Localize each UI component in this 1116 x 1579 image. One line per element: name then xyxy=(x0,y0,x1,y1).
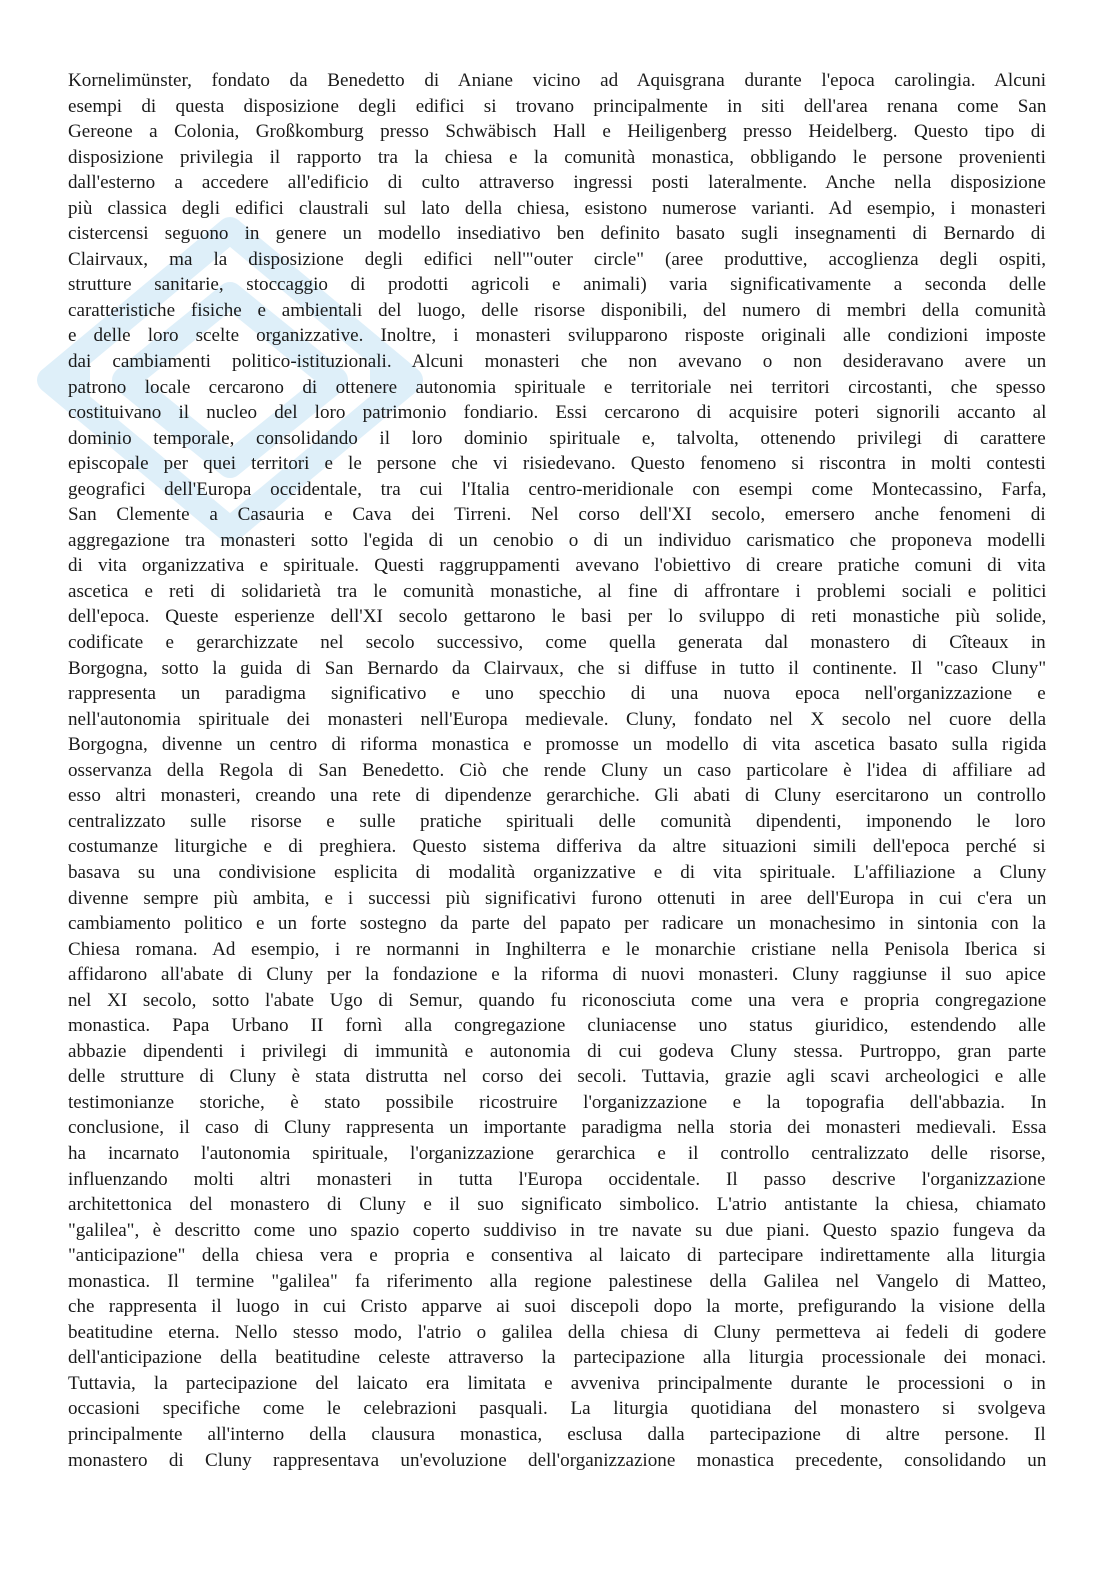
text-line: dall'esterno a accedere all'edificio di culto attraverso ingressi posti lateralmente. Anche nella disposizione xyxy=(68,172,1046,194)
text-line: costumanze liturgiche e di preghiera. Questo sistema differiva da altre situazioni simili dell'epoca perché si xyxy=(68,836,1046,858)
text-line: occasioni specifiche come le celebrazioni pasquali. La liturgia quotidiana del monastero si svolgeva xyxy=(68,1398,1046,1420)
text-line: dell'anticipazione della beatitudine celeste attraverso la partecipazione alla liturgia processionale dei monaci. xyxy=(68,1347,1047,1369)
text-line: Gereone a Colonia, Großkomburg presso Schwäbisch Hall e Heiligenberg presso Heidelberg. Questo tipo di xyxy=(68,121,1046,143)
text-line: "anticipazione" della chiesa vera e propria e consentiva al laicato di partecipare indirettamente alla liturgia xyxy=(68,1245,1046,1267)
text-line: affidarono all'abate di Cluny per la fondazione e la riforma di nuovi monasteri. Cluny raggiunse il suo apice xyxy=(68,964,1046,986)
text-line: esso altri monasteri, creando una rete di dipendenze gerarchiche. Gli abati di Cluny esercitarono un controllo xyxy=(68,785,1046,807)
text-line: architettonica del monastero di Cluny e il suo significato simbolico. L'atrio antistante la chiesa, chiamato xyxy=(68,1194,1046,1216)
text-line: San Clemente a Casauria e Cava dei Tirreni. Nel corso dell'XI secolo, emersero anche fenomeni di xyxy=(68,504,1046,526)
text-line: episcopale per quei territori e le persone che vi risiedevano. Questo fenomeno si riscontra in molti contesti xyxy=(68,453,1046,475)
text-line: rappresenta un paradigma significativo e uno specchio di una nuova epoca nell'organizzazione e xyxy=(68,683,1046,705)
text-line: più classica degli edifici claustrali sul lato della chiesa, esistono numerose varianti. Ad esempio, i monasteri xyxy=(68,197,1046,219)
text-line: "galilea", è descritto come uno spazio coperto suddiviso in tre navate su due piani. Questo spazio fungeva da xyxy=(68,1219,1046,1241)
text-line: monastica. Il termine "galilea" fa riferimento alla regione palestinese della Galilea nel Vangelo di Matteo, xyxy=(68,1270,1047,1292)
text-line: disposizione privilegia il rapporto tra la chiesa e la comunità monastica, obbligando le persone provenienti xyxy=(68,146,1046,168)
text-line: monastica. Papa Urbano II fornì alla congregazione cluniacense uno status giuridico, estendendo alle xyxy=(68,1015,1046,1037)
text-line: e delle loro scelte organizzative. Inoltre, i monasteri svilupparono risposte originali alle condizioni imposte xyxy=(68,325,1046,347)
text-line: influenzando molti altri monasteri in tutta l'Europa occidentale. Il passo descrive l'organizzazione xyxy=(68,1168,1046,1190)
text-line: divenne sempre più ambita, e i successi più significativi furono ottenuti in aree dell'Europa in cui c'era un xyxy=(68,887,1047,909)
text-line: patrono locale cercarono di ottenere autonomia spirituale e territoriale nei territori circostanti, che spesso xyxy=(68,376,1046,398)
text-line: Borgogna, sotto la guida di San Bernardo da Clairvaux, che si diffuse in tutto il continente. Il "caso Cluny" xyxy=(68,657,1047,679)
text-line: testimonianze storiche, è stato possibile ricostruire l'organizzazione e la topografia dell'abbazia. In xyxy=(68,1091,1047,1113)
text-line: ascetica e reti di solidarietà tra le comunità monastiche, al fine di affrontare i problemi sociali e politici xyxy=(68,580,1047,602)
text-line: aggregazione tra monasteri sotto l'egida di un cenobio o di un individuo carismatico che proponeva modelli xyxy=(68,529,1046,551)
text-line: Chiesa romana. Ad esempio, i re normanni in Inghilterra e le monarchie cristiane nella Penisola Iberica si xyxy=(68,938,1046,960)
text-line: ha incarnato l'autonomia spirituale, l'organizzazione gerarchica e il controllo centralizzato delle risorse, xyxy=(68,1142,1046,1164)
text-line: Kornelimünster, fondato da Benedetto di Aniane vicino ad Aquisgrana durante l'epoca carolingia. Alcuni xyxy=(68,70,1047,91)
text-line: geografici dell'Europa occidentale, tra cui l'Italia centro-meridionale con esempi come Montecassino, Farfa, xyxy=(68,478,1047,500)
text-line: nel XI secolo, sotto l'abate Ugo di Semur, quando fu riconosciuta come una vera e propria congregazione xyxy=(68,989,1047,1011)
text-line: dominio temporale, consolidando il loro dominio spirituale e, talvolta, ottenendo privilegi di carattere xyxy=(68,427,1046,449)
text-line: che rappresenta il luogo in cui Cristo apparve ai suoi discepoli dopo la morte, prefigurando la visione della xyxy=(68,1296,1046,1318)
text-line: abbazie dipendenti i privilegi di immunità e autonomia di cui godeva Cluny stessa. Purtroppo, gran parte xyxy=(68,1040,1047,1062)
text-line: Borgogna, divenne un centro di riforma monastica e promosse un modello di vita ascetica basato sulla rigida xyxy=(68,734,1047,756)
text-line: delle strutture di Cluny è stata distrutta nel corso dei secoli. Tuttavia, grazie agli scavi archeologici e alle xyxy=(68,1066,1047,1088)
text-line: esempi di questa disposizione degli edifici si trovano principalmente in siti dell'area renana come San xyxy=(68,95,1047,117)
body-text xyxy=(68,68,1046,1473)
text-line: principalmente all'interno della clausura monastica, esclusa dalla partecipazione di altre persone. Il xyxy=(68,1423,1046,1445)
text-line: dai cambiamenti politico-istituzionali. Alcuni monasteri che non avevano o non desideravano avere un xyxy=(68,351,1047,373)
text-line: caratteristiche fisiche e ambientali del luogo, delle risorse disponibili, del numero di membri della comunità xyxy=(68,299,1046,321)
text-line: cambiamento politico e un forte sostegno da parte del papato per radicare un monachesimo in sintonia con la xyxy=(68,913,1046,935)
text-line: codificate e gerarchizzate nel secolo successivo, come quella generata dal monastero di Cîteaux in xyxy=(68,632,1046,654)
text-line: Clairvaux, ma la disposizione degli edifici nell'"outer circle" (aree produttive, accoglienza degli ospiti, xyxy=(68,248,1047,270)
text-line: costituivano il nucleo del loro patrimonio fondiario. Essi cercarono di acquisire poteri signorili accanto al xyxy=(68,402,1047,424)
text-line: monastero di Cluny rappresentava un'evoluzione dell'organizzazione monastica precedente, consolidando un xyxy=(68,1449,1047,1471)
text-line: di vita organizzativa e spirituale. Questi raggruppamenti avevano l'obiettivo di creare pratiche comuni di vita xyxy=(68,555,1046,577)
text-line: beatitudine eterna. Nello stesso modo, l'atrio o galilea della chiesa di Cluny permetteva ai fedeli di godere xyxy=(68,1321,1047,1343)
text-line: nell'autonomia spirituale dei monasteri nell'Europa medievale. Cluny, fondato nel X secolo nel cuore della xyxy=(68,708,1047,730)
text-line: centralizzato sulle risorse e sulle pratiche spirituali delle comunità dipendenti, imponendo le loro xyxy=(68,810,1046,832)
text-line: osservanza della Regola di San Benedetto. Ciò che rende Cluny un caso particolare è l'idea di affiliare ad xyxy=(68,759,1046,781)
text-line: cistercensi seguono in genere un modello insediativo ben definito basato sugli insegnamenti di Bernardo di xyxy=(68,223,1046,245)
text-line: conclusione, il caso di Cluny rappresenta un importante paradigma nella storia dei monasteri medievali. Essa xyxy=(68,1117,1047,1139)
text-line: basava su una condivisione esplicita di modalità organizzative e di vita spirituale. L'affiliazione a Cluny xyxy=(68,861,1047,883)
text-line: strutture sanitarie, stoccaggio di prodotti agricoli e animali) varia significativamente a seconda delle xyxy=(68,274,1047,296)
text-line: dell'epoca. Queste esperienze dell'XI secolo gettarono le basi per lo sviluppo di reti monastiche più solide, xyxy=(68,606,1047,628)
text-line: Tuttavia, la partecipazione del laicato era limitata e avveniva principalmente durante le processioni o in xyxy=(68,1372,1046,1394)
